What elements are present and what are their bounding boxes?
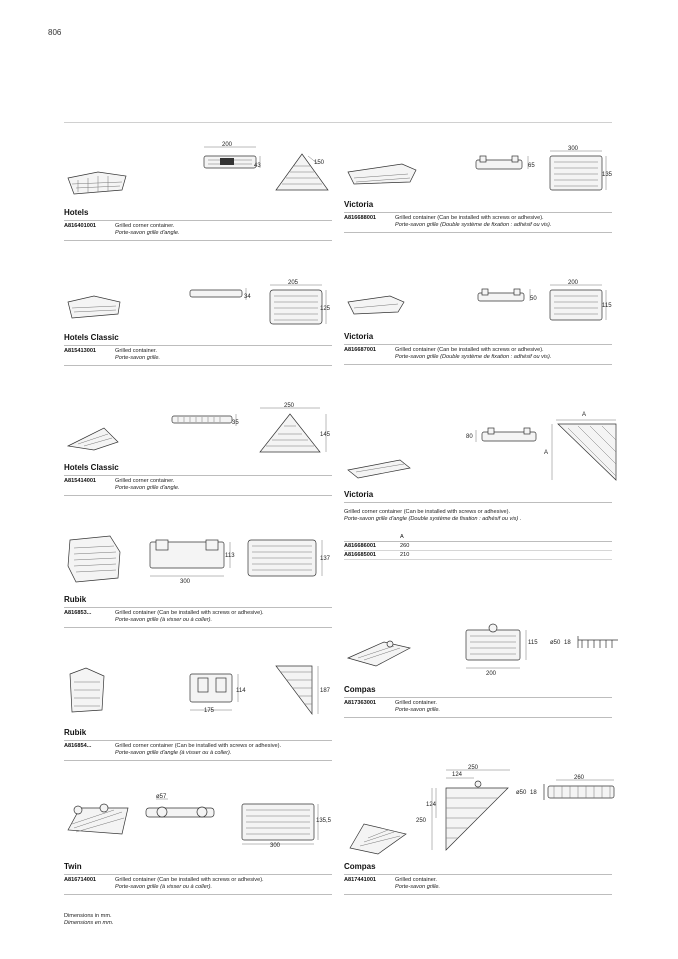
product-code: A816854...: [64, 743, 92, 749]
product-code: A816686001: [344, 543, 377, 549]
section-hotels-classic-corner: [64, 463, 332, 496]
dim-hotels-width: 200: [222, 142, 233, 148]
section-title: Victoria: [344, 490, 374, 499]
description-fr: Porte-savon grille d'angle (à visser ou à coller).: [115, 750, 232, 756]
hotels-classic-corner-top-drawing: [254, 402, 338, 464]
product-row: [344, 347, 612, 361]
product-row: [64, 877, 332, 891]
rubik-corner-front-drawing: [184, 668, 264, 716]
section-divider: [344, 364, 612, 365]
product-description: [115, 877, 332, 891]
dim-compas1-diameter: ø50: [550, 640, 561, 646]
description-en: Grilled corner container (Can be installed with screws or adhesive).: [115, 743, 282, 749]
description-en: Grilled container (Can be installed with screws or adhesive).: [115, 610, 264, 616]
dim-victoria1-width: 300: [568, 146, 579, 152]
hotels-corner-perspective-drawing: [64, 162, 134, 198]
product-description: [115, 610, 332, 624]
description-fr: Porte-savon grille.: [395, 884, 441, 890]
hotels-classic-corner-perspective-drawing: [64, 424, 124, 454]
victoria-corner-top-drawing: [542, 408, 626, 484]
product-row: [64, 348, 332, 362]
section-divider: [344, 344, 612, 345]
description-en: Grilled container.: [395, 700, 437, 706]
product-code: A817363001: [344, 700, 377, 706]
product-row: [64, 223, 332, 237]
description-fr: Porte-savon grille (à visser ou à coller).: [115, 884, 212, 890]
table-row: [344, 551, 612, 560]
product-code: A816714001: [64, 877, 97, 883]
twin-side-drawing: [142, 794, 220, 830]
description-fr: Porte-savon grille (à visser ou à coller).: [115, 617, 212, 623]
section-title: Hotels Classic: [64, 333, 119, 342]
product-row: [344, 877, 612, 891]
section-divider: [64, 475, 332, 476]
product-description: [395, 700, 612, 714]
description-fr: Porte-savon grille d'angle (Double système de fixation : adhésif ou vis) .: [344, 516, 522, 522]
compas2-perspective-drawing: [344, 818, 414, 858]
product-description: [115, 348, 332, 362]
section-divider: [64, 627, 332, 628]
dim-twin-diameter: ø57: [156, 794, 167, 800]
table-row: [344, 542, 612, 551]
twin-top-drawing: [238, 800, 336, 852]
product-code: A816685001: [344, 552, 377, 558]
description-fr: Porte-savon grille (Double système de fixation : adhésif ou vis).: [395, 354, 552, 360]
dim-hotels-height: 43: [254, 163, 261, 169]
section-divider: [64, 894, 332, 895]
dim-victoria2-depth: 115: [602, 303, 612, 309]
victoria1-side-drawing: [472, 150, 544, 180]
dim-rubik-corner-height: 114: [236, 688, 246, 694]
rubik-corner-top-drawing: [272, 662, 338, 718]
dim-compas2-depth: 250: [416, 818, 427, 824]
product-row: [64, 743, 332, 757]
victoria-corner-side-drawing: [464, 424, 544, 454]
dim-rubik-corner-width: 175: [204, 708, 215, 714]
hotels-classic-side-drawing: [188, 286, 258, 306]
dim-victoria1-height: 65: [528, 163, 535, 169]
hotels-classic-top-drawing: [266, 280, 338, 328]
dimension-a: 260: [400, 543, 410, 549]
dim-rubik-corner-depth: 187: [320, 688, 331, 694]
dim-hcc-height: 35: [232, 420, 239, 426]
hotels-classic-corner-side-drawing: [170, 412, 250, 432]
hotels-corner-top-drawing: [272, 150, 332, 200]
dim-rubik-height: 113: [225, 553, 235, 559]
section-title: Hotels: [64, 208, 89, 217]
dim-victoria-corner-a-side: A: [544, 450, 549, 456]
section-divider: [344, 717, 612, 718]
dim-victoria-corner-height: 80: [466, 434, 473, 440]
twin-perspective-drawing: [64, 800, 132, 842]
product-code: A815414001: [64, 478, 97, 484]
product-description: [115, 478, 332, 492]
table-header-spacer: [344, 533, 400, 541]
section-title: Twin: [64, 862, 82, 871]
section-divider: [64, 240, 332, 241]
section-divider: [64, 220, 332, 221]
victoria2-side-drawing: [474, 284, 544, 310]
section-victoria-corner: [344, 490, 612, 560]
top-divider: [64, 122, 612, 123]
description-fr: Porte-savon grille d'angle.: [115, 485, 180, 491]
section-divider: [64, 760, 332, 761]
section-title: Victoria: [344, 200, 374, 209]
rubik-corner-perspective-drawing: [64, 664, 112, 718]
footer-en: Dimensions in mm.: [64, 913, 112, 919]
section-divider: [344, 232, 612, 233]
victoria1-top-drawing: [546, 146, 622, 194]
page-number: 806: [48, 28, 62, 37]
product-code: A816688001: [344, 215, 377, 221]
dim-rubik-width: 300: [180, 579, 191, 585]
rubik-perspective-drawing: [64, 532, 126, 586]
dim-hcc-depth: 145: [320, 432, 331, 438]
dim-compas2-offset: 18: [530, 790, 537, 796]
dim-compas2-width: 250: [468, 765, 479, 771]
section-title: Compas: [344, 685, 376, 694]
section-title: Rubik: [64, 728, 87, 737]
product-code: A816853...: [64, 610, 92, 616]
compas1-front-drawing: [462, 622, 544, 678]
dim-compas2-inner-width: 124: [452, 772, 463, 778]
product-code: A815413001: [64, 348, 97, 354]
dim-hc-height: 34: [244, 294, 251, 300]
product-description: [115, 743, 332, 757]
victoria1-perspective-drawing: [344, 160, 420, 190]
victoria2-perspective-drawing: [344, 292, 410, 318]
section-title: Victoria: [344, 332, 374, 341]
section-divider: [344, 874, 612, 875]
dim-victoria-corner-a-top: A: [582, 412, 587, 418]
dim-compas1-offset: 18: [564, 640, 571, 646]
section-title: Rubik: [64, 595, 87, 604]
dim-compas2-diameter: ø50: [516, 790, 527, 796]
dim-compas2-side-width: 260: [574, 775, 585, 781]
hotels-corner-front-drawing: [196, 142, 268, 182]
victoria2-top-drawing: [546, 280, 622, 326]
section-compas-2: [344, 862, 612, 895]
product-description: [344, 509, 612, 523]
rubik-front-drawing: [146, 536, 238, 586]
section-rubik-corner: [64, 728, 332, 761]
dim-compas2-inner-depth: 124: [426, 802, 437, 808]
section-hotels-classic: [64, 333, 332, 366]
description-en: Grilled corner container (Can be installed with screws or adhesive).: [344, 509, 511, 515]
product-description: [395, 215, 612, 229]
product-description: [395, 347, 612, 361]
dim-rubik-depth: 137: [320, 556, 331, 562]
compas2-top-drawing: [412, 760, 512, 856]
description-fr: Porte-savon grille.: [395, 707, 441, 713]
section-divider: [64, 495, 332, 496]
dim-compas1-height: 115: [528, 640, 538, 646]
section-divider: [64, 365, 332, 366]
compas1-side-drawing: [548, 632, 620, 656]
description-fr: Porte-savon grille.: [115, 355, 161, 361]
product-description: [115, 223, 332, 237]
section-divider: [344, 502, 612, 503]
product-code: A816401001: [64, 223, 97, 229]
section-title: Hotels Classic: [64, 463, 119, 472]
product-row: [344, 215, 612, 229]
dim-twin-width: 300: [270, 843, 281, 849]
description-fr: Porte-savon grille (Double système de fixation : adhésif ou vis).: [395, 222, 552, 228]
compas2-side-drawing: [514, 770, 620, 806]
dim-hotels-depth: 150: [314, 160, 325, 166]
section-hotels: [64, 208, 332, 241]
section-rubik: [64, 595, 332, 628]
section-divider: [64, 607, 332, 608]
description-en: Grilled corner container.: [115, 478, 175, 484]
section-divider: [64, 740, 332, 741]
dim-twin-depth: 135,5: [316, 818, 332, 824]
section-divider: [344, 697, 612, 698]
description-en: Grilled container (Can be installed with screws or adhesive).: [395, 347, 544, 353]
product-row: [64, 610, 332, 624]
section-title: Compas: [344, 862, 376, 871]
description-en: Grilled container (Can be installed with screws or adhesive).: [115, 877, 264, 883]
description-en: Grilled corner container.: [115, 223, 175, 229]
description-en: Grilled container.: [395, 877, 437, 883]
section-compas-1: [344, 685, 612, 718]
product-code: A817441001: [344, 877, 377, 883]
product-code: A816687001: [344, 347, 377, 353]
dim-hc-width: 205: [288, 280, 299, 286]
dim-hc-depth: 125: [320, 306, 331, 312]
dim-compas1-width: 200: [486, 671, 497, 677]
section-divider: [64, 345, 332, 346]
description-fr: Porte-savon grille d'angle.: [115, 230, 180, 236]
section-victoria-1: [344, 200, 612, 233]
compas1-perspective-drawing: [344, 636, 414, 670]
section-divider: [344, 894, 612, 895]
product-row: [64, 478, 332, 492]
section-divider: [344, 212, 612, 213]
victoria-corner-perspective-drawing: [344, 456, 414, 482]
table-header-a: A: [400, 534, 404, 540]
dim-victoria2-width: 200: [568, 280, 579, 286]
description-en: Grilled container.: [115, 348, 157, 354]
product-description: [395, 877, 612, 891]
dimension-a: 210: [400, 552, 410, 558]
dim-hcc-width: 250: [284, 403, 295, 409]
section-divider: [64, 874, 332, 875]
dimension-table-header: [344, 533, 612, 542]
dim-victoria1-depth: 135: [602, 172, 613, 178]
section-twin: [64, 862, 332, 895]
rubik-top-drawing: [244, 536, 338, 580]
footer-note: [64, 913, 113, 927]
footer-fr: Dimensions en mm.: [64, 920, 114, 926]
hotels-classic-perspective-drawing: [64, 292, 124, 322]
dim-victoria2-height: 50: [530, 296, 537, 302]
product-row: [344, 700, 612, 714]
section-victoria-2: [344, 332, 612, 365]
description-en: Grilled container (Can be installed with screws or adhesive).: [395, 215, 544, 221]
